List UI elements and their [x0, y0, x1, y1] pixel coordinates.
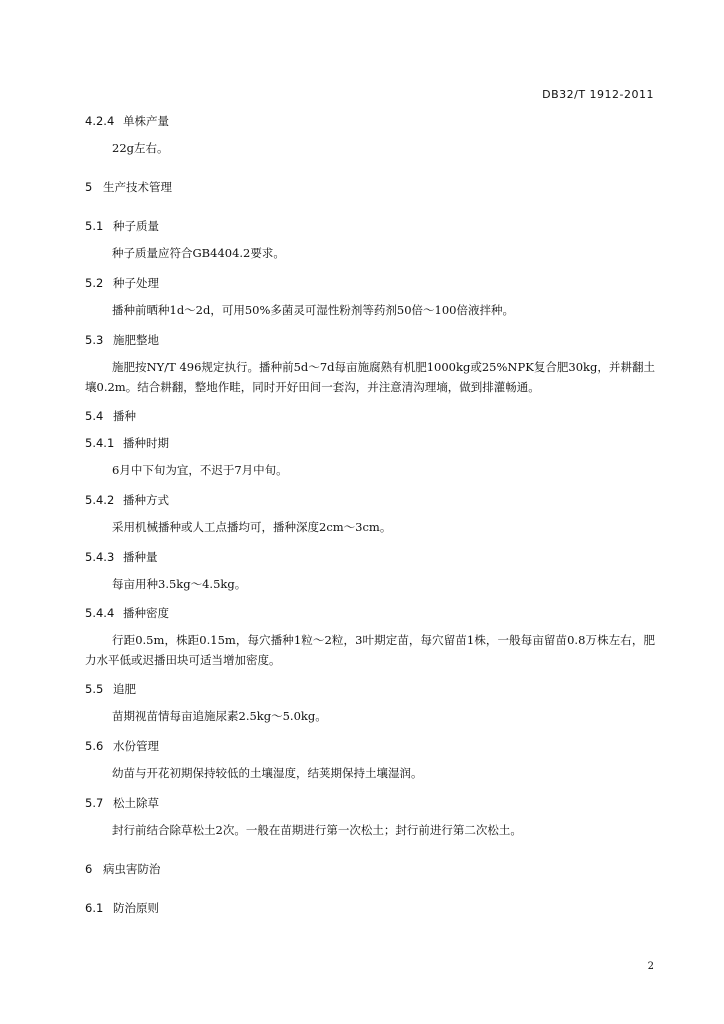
heading-title: 种子质量: [113, 219, 159, 233]
paragraph-5-6: 幼苗与开花初期保持较低的土壤湿度，结荚期保持土壤湿润。: [112, 766, 423, 780]
heading-6-1: [85, 900, 159, 916]
heading-number: 5.3: [85, 333, 104, 347]
paragraph-4-2-4: 22g左右。: [112, 141, 169, 155]
heading-5-4-4: [85, 605, 169, 621]
paragraph-5-4-4: 行距0.5m，株距0.15m，每穴播种1粒～2粒，3叶期定苗，每穴留苗1株，一般每亩留苗0.8万株左右，肥力水平低或迟播田块可适当增加密度。: [85, 633, 655, 667]
heading-title: 播种密度: [123, 606, 169, 620]
paragraph-5-5: 苗期视苗情每亩追施尿素2.5kg～5.0kg。: [112, 709, 327, 723]
heading-title: 病虫害防治: [103, 862, 161, 876]
heading-5-7: [85, 795, 159, 811]
heading-number: 5.4.4: [85, 606, 115, 620]
heading-number: 5.4.2: [85, 493, 115, 507]
paragraph-5-2: 播种前晒种1d～2d，可用50%多菌灵可湿性粉剂等药剂50倍～100倍液拌种。: [112, 303, 514, 317]
heading-4-2-4: [85, 113, 169, 129]
heading-title: 播种时期: [123, 436, 169, 450]
heading-number: 5.4.3: [85, 550, 115, 564]
heading-title: 播种方式: [123, 493, 169, 507]
paragraph-5-4-3: 每亩用种3.5kg～4.5kg。: [112, 577, 247, 591]
heading-5-1: [85, 218, 159, 234]
heading-5-5: [85, 681, 136, 697]
heading-number: 5.2: [85, 276, 104, 290]
heading-5-4-1: [85, 435, 169, 451]
heading-number: 6: [85, 862, 93, 876]
heading-number: 5.1: [85, 219, 104, 233]
heading-number: 6.1: [85, 901, 104, 915]
paragraph-5-7: 封行前结合除草松土2次。一般在苗期进行第一次松土；封行前进行第二次松土。: [112, 823, 522, 837]
heading-number: 5.5: [85, 682, 104, 696]
heading-title: 追肥: [113, 682, 136, 696]
heading-5: [85, 179, 172, 195]
heading-number: 4.2.4: [85, 114, 115, 128]
heading-number: 5: [85, 180, 93, 194]
heading-5-6: [85, 738, 159, 754]
paragraph-5-4-1: 6月中下旬为宜，不迟于7月中旬。: [112, 463, 288, 477]
document-code: DB32/T 1912-2011: [542, 88, 654, 101]
page-number: 2: [647, 961, 654, 972]
heading-number: 5.7: [85, 796, 104, 810]
heading-5-3: [85, 332, 159, 348]
heading-title: 种子处理: [113, 276, 159, 290]
heading-5-4: [85, 408, 136, 424]
heading-6: [85, 861, 161, 877]
heading-title: 单株产量: [123, 114, 169, 128]
heading-number: 5.4: [85, 409, 104, 423]
heading-number: 5.4.1: [85, 436, 115, 450]
heading-5-4-3: [85, 549, 158, 565]
heading-title: 松土除草: [113, 796, 159, 810]
paragraph-5-4-2: 采用机械播种或人工点播均可，播种深度2cm～3cm。: [112, 520, 392, 534]
heading-title: 水份管理: [113, 739, 159, 753]
heading-title: 播种量: [123, 550, 158, 564]
paragraph-5-3: 施肥按NY/T 496规定执行。播种前5d～7d每亩施腐熟有机肥1000kg或25%NPK复合肥30kg，并耕翻土壤0.2m。结合耕翻，整地作畦，同时开好田间一套沟，并注意清沟理墒，做到排灌畅通。: [85, 360, 655, 394]
paragraph-5-1: 种子质量应符合GB4404.2要求。: [112, 246, 285, 260]
heading-5-2: [85, 275, 159, 291]
heading-title: 防治原则: [113, 901, 159, 915]
heading-title: 播种: [113, 409, 136, 423]
heading-title: 生产技术管理: [103, 180, 172, 194]
heading-5-4-2: [85, 492, 169, 508]
heading-title: 施肥整地: [113, 333, 159, 347]
heading-number: 5.6: [85, 739, 104, 753]
